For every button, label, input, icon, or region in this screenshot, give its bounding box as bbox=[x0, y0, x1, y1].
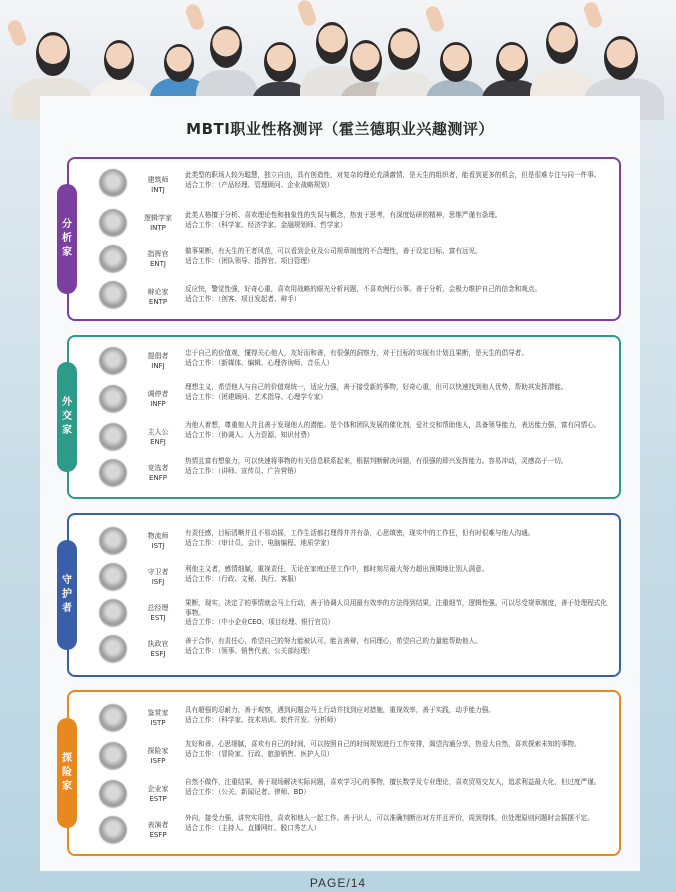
type-name: 执政官 ESFJ bbox=[147, 640, 169, 658]
type-name: 提倡者 INFJ bbox=[147, 352, 169, 370]
avatar bbox=[99, 347, 127, 375]
person-figure bbox=[264, 42, 296, 82]
type-description: 此类型的职场人较为聪慧，独立自由，具有创造性，对复杂的理论充满激情，是天生的组织者，能看到更多的机会，但是很难专注与同一件事。 适合工作：（产品经理、管理顾问、企业战略规划） bbox=[185, 171, 601, 189]
avatar bbox=[99, 742, 127, 770]
avatar bbox=[99, 281, 127, 309]
type-description: 外向，接受力强，讲究实用性，喜欢和他人一起工作。善于识人，可以准确判断出对方并且评价，周到得体，但处理原则问题时会摇摆不定。 适合工作：（主持人、直播网红、脱口秀艺人） bbox=[185, 814, 594, 832]
avatar bbox=[99, 704, 127, 732]
tab-character: 守 bbox=[62, 575, 72, 586]
type-description: 理想主义，希望他人与自己的价值观统一，适应力强，善于接受新的事物，好奇心重，但可以快速找到他人优势，帮助其发挥潜能。 适合工作：（团建顾问、艺术指导、心理学专家） bbox=[185, 383, 568, 401]
type-name: 调停者 INFP bbox=[147, 390, 169, 408]
person-figure bbox=[36, 32, 70, 76]
type-name: 辩论家 ENTP bbox=[147, 288, 169, 306]
person-figure bbox=[210, 26, 242, 68]
tab-character: 家 bbox=[62, 425, 72, 436]
person-figure bbox=[350, 40, 382, 82]
type-name: 探险家 ISFP bbox=[147, 747, 169, 765]
person-figure bbox=[546, 22, 578, 64]
avatar bbox=[99, 385, 127, 413]
avatar bbox=[99, 245, 127, 273]
group-tab-analyst bbox=[57, 184, 77, 294]
person-figure bbox=[582, 0, 604, 29]
avatar bbox=[99, 780, 127, 808]
avatar bbox=[99, 209, 127, 237]
type-description: 热情且富有想象力，可以快速将事物的有关信息联系起来，根据判断解决问题，有很强的即兴发挥能力。容易冲动，灵感高于一切。 适合工作：（讲师、宣传员、广告营销） bbox=[185, 457, 568, 475]
person-figure bbox=[296, 0, 318, 28]
person-figure bbox=[424, 4, 446, 33]
tab-character: 外 bbox=[62, 397, 72, 408]
type-description: 自然不做作，注重结果，善于现场解决实际问题，喜欢学习心的事物，擅长数学及专业理论，喜欢贸易交友人，追求利益最大化，但过度严谨。 适合工作：（公关、新闻记者、律师、BD） bbox=[185, 778, 601, 796]
tab-character: 探 bbox=[62, 753, 72, 764]
person-figure bbox=[164, 44, 194, 82]
tab-character: 护 bbox=[62, 589, 72, 600]
avatar bbox=[99, 527, 127, 555]
avatar bbox=[99, 563, 127, 591]
avatar bbox=[99, 635, 127, 663]
page-number: PAGE/14 bbox=[309, 876, 367, 890]
person-figure bbox=[184, 2, 206, 31]
tab-character: 析 bbox=[62, 233, 72, 244]
person-figure bbox=[316, 22, 348, 64]
tab-character: 分 bbox=[62, 219, 72, 230]
type-name: 主人公 ENFJ bbox=[147, 428, 169, 446]
person-figure bbox=[104, 40, 134, 80]
avatar bbox=[99, 459, 127, 487]
type-description: 为他人着想，尊重他人并且善于发现他人的潜能。是个体和团队发展的催化剂，爱社交和帮助他人，具备领导能力，表达能力强，富有同情心。 适合工作：（协调人、人力资源、知识付费） bbox=[185, 421, 601, 439]
type-description: 利他主义者，感情细腻，重视责任，无论在家庭还是工作中，都时刻尽最大努力超出预期地让别人满意。 适合工作：（行政、文秘、执行、客服） bbox=[185, 565, 489, 583]
person-figure bbox=[6, 18, 28, 47]
type-description: 果断，现实，决定了的事情就会马上行动，善于协调人员用最有效率的方法得到结果，注重细节，逻辑性强。可以尽受规章制度，善于处理程式化事物。 适合工作：（中小企业CEO、项目经理、银行官员） bbox=[185, 599, 607, 626]
group-tab-diplomat bbox=[57, 362, 77, 472]
type-name: 表演者 ESFP bbox=[147, 821, 169, 839]
tab-character: 家 bbox=[62, 247, 72, 258]
type-description: 具有超强的忍耐力，善于观察，遇到问题会马上行动并找到应对措施，重视效率，善于实践，动手能力强。 适合工作：（科学家、技术培训、软件开发、分析师） bbox=[185, 706, 495, 724]
tab-character: 险 bbox=[62, 767, 72, 778]
group-box-diplomat bbox=[67, 335, 621, 499]
avatar bbox=[99, 169, 127, 197]
group-box-sentinel bbox=[67, 513, 621, 677]
person-figure bbox=[388, 28, 420, 70]
type-description: 有责任感，目标清晰并且不易动摇，工作生活都打理得井井有条，心思缜密，现实中的工作狂，但有时很难与他人沟通。 适合工作：（审计员、会计、电脑编程、地质学家） bbox=[185, 529, 535, 547]
type-description: 善于合作，有责任心，希望自己的努力能被认可。能言善辩，有同理心，希望自己的力量能帮助他人。 适合工作：（领事、销售代表、公关部经理） bbox=[185, 637, 482, 655]
group-box-analyst bbox=[67, 157, 621, 321]
type-name: 鉴赏家 ISTP bbox=[147, 709, 169, 727]
type-name: 守卫者 ISFJ bbox=[147, 568, 169, 586]
avatar bbox=[99, 599, 127, 627]
type-description: 反应快，警觉性强，好奇心重，喜欢用战略的眼光分析问题，不喜欢例行公事。善于分析，会极力维护自己的信念和观点。 适合工作：（创客、项目发起者、辩手） bbox=[185, 285, 542, 303]
person-figure bbox=[604, 36, 638, 80]
avatar bbox=[99, 816, 127, 844]
type-name: 指挥官 ENTJ bbox=[147, 250, 169, 268]
type-description: 忠于自己的价值观，懂得关心他人，友好而和善，有很强的洞察力，对于目标的实现有计划且果断，是天生的倡导者。 适合工作：（新媒体、编辑、心理咨询师、音乐人） bbox=[185, 349, 528, 367]
tab-character: 者 bbox=[62, 603, 72, 614]
type-description: 友好和善，心思细腻，喜欢有自己的时间，可以按照自己的时间规划进行工作安排，渴望沟通分享，热爱大自然，喜欢探索未知的事物。 适合工作：（冒险家、行政、旅游销售、医护人员） bbox=[185, 740, 581, 758]
type-description: 做事果断，有天生的王者风范，可以看到企业及公司规章制度的不合理性，善于设定目标，富有远见。 适合工作：（团队领导、指挥官、项目管理） bbox=[185, 247, 482, 265]
person-figure bbox=[496, 42, 528, 82]
type-description: 此类人格擅于分析、喜欢理论性和抽象性的失误与概念，热衷于思考，有深度钻研的精神，思维严谨有条理。 适合工作：（科学家、经济学家、金融规划师、哲学家） bbox=[185, 211, 502, 229]
avatar bbox=[99, 423, 127, 451]
group-tab-sentinel bbox=[57, 540, 77, 650]
type-name: 总经理 ESTJ bbox=[147, 604, 169, 622]
type-name: 建筑师 INTJ bbox=[147, 176, 169, 194]
type-name: 竞选者 ENFP bbox=[147, 464, 169, 482]
page-title: MBTI职业性格测评（霍兰德职业兴趣测评） bbox=[186, 120, 494, 138]
group-tab-explorer bbox=[57, 718, 77, 828]
type-name: 逻辑学家 INTP bbox=[144, 214, 172, 232]
type-name: 企业家 ESTP bbox=[147, 785, 169, 803]
type-name: 物流师 ISTJ bbox=[147, 532, 169, 550]
tab-character: 家 bbox=[62, 781, 72, 792]
person-figure bbox=[440, 42, 472, 82]
tab-character: 交 bbox=[62, 411, 72, 422]
group-box-explorer bbox=[67, 690, 621, 856]
